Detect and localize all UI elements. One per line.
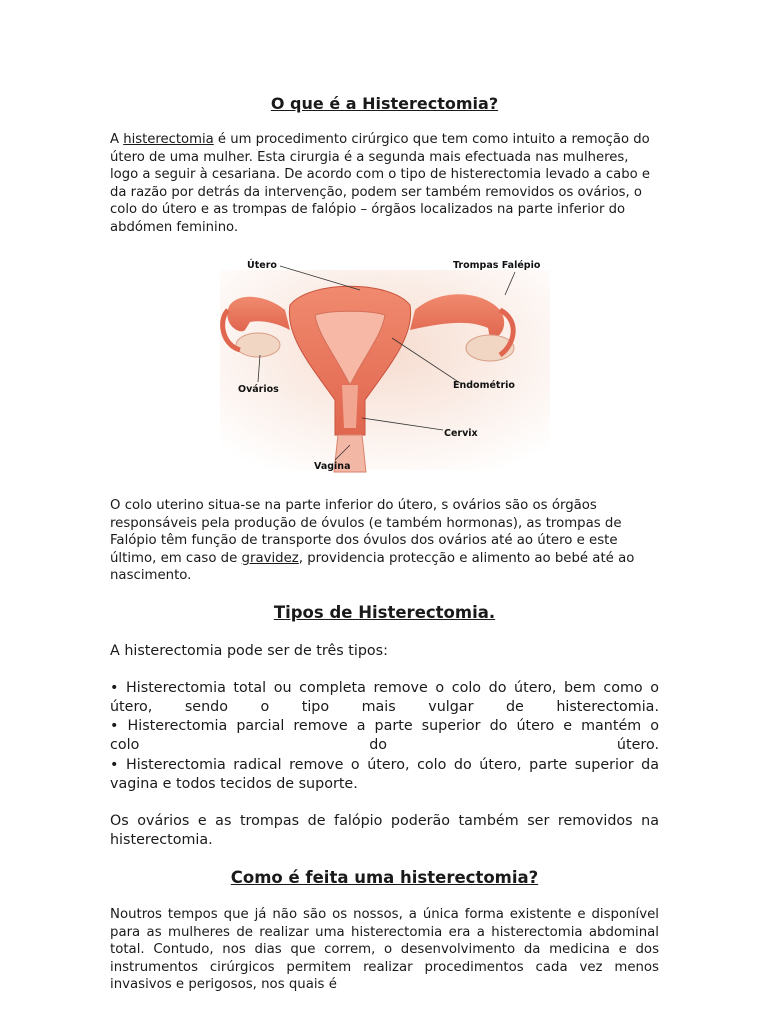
anatomy-paragraph — [110, 497, 659, 585]
label-trompas: Trompas Falépio — [453, 260, 541, 271]
bullet-partial-line2: colo do útero. — [110, 737, 659, 753]
gravidez-link[interactable]: gravidez — [241, 550, 299, 566]
section-title-what-is: O que é a Histerectomia? — [270, 94, 499, 113]
anatomy-text-post: , providencia protecção e alimento ao bebé até ao nascimento. — [110, 550, 635, 584]
bullet-partial-line1: • Histerectomia parcial remove a parte superior do útero e mantém o — [110, 718, 659, 734]
label-utero: Útero — [247, 260, 277, 271]
types-intro: A histerectomia pode ser de três tipos: — [110, 643, 388, 659]
section-title-how: Como é feita uma histerectomia? — [230, 868, 539, 887]
bullet-total-line2: útero, sendo o tipo mais vulgar de histerectomia. — [110, 699, 659, 715]
left-ovary-shape — [236, 333, 280, 357]
anatomy-text-pre: O colo uterino situa-se na parte inferior do útero, s ovários são os órgãos responsáveis pela produção de óvulos (e também hormonas), as trompas de Falópio têm função de transporte dos óvulos dos ovários até ao útero e este último, em caso de — [110, 498, 622, 566]
label-cervix: Cervix — [444, 428, 478, 439]
intro-text: é um procedimento cirúrgico que tem como intuito a remoção do útero de uma mulher. Esta cirurgia é a segunda mais efectuada nas mulheres, logo a seguir à cesariana. De acordo com o tipo de histerectomia levado a cabo e da razão por detrás da intervenção, podem ser também removidos os ovários, o colo do útero e as trompas de falópio – órgãos localizados na parte inferior do abdómen feminino. — [110, 132, 650, 235]
intro-prefix: A — [110, 132, 124, 147]
intro-paragraph — [110, 131, 659, 237]
types-closing: Os ovários e as trompas de falópio poderão também ser removidos na histerectomia. — [110, 813, 659, 848]
section-title-types: Tipos de Histerectomia. — [273, 603, 496, 622]
label-endometrio: Endométrio — [453, 380, 515, 391]
bullet-radical: • Histerectomia radical remove o útero, colo do útero, parte superior da vagina e todos tecidos de suporte. — [110, 757, 659, 792]
label-ovarios: Ovários — [238, 384, 279, 395]
how-paragraph: Noutros tempos que já não são os nossos, a única forma existente e disponível para as mulheres de realizar uma histerectomia era a histerectomia abdominal total. Contudo, nos dias que correm, o desenvolvimento da medicina e dos instrumentos cirúrgicos permitem realizar procedimentos cada vez menos invasivos e perigosos, nos quais é — [110, 907, 659, 993]
uterus-anatomy-figure — [110, 250, 550, 480]
bullet-total-line1: • Histerectomia total ou completa remove o colo do útero, bem como o — [110, 680, 659, 696]
cervical-canal — [342, 385, 358, 428]
histerectomia-link[interactable]: histerectomia — [123, 132, 214, 147]
label-vagina: Vagina — [314, 461, 351, 472]
